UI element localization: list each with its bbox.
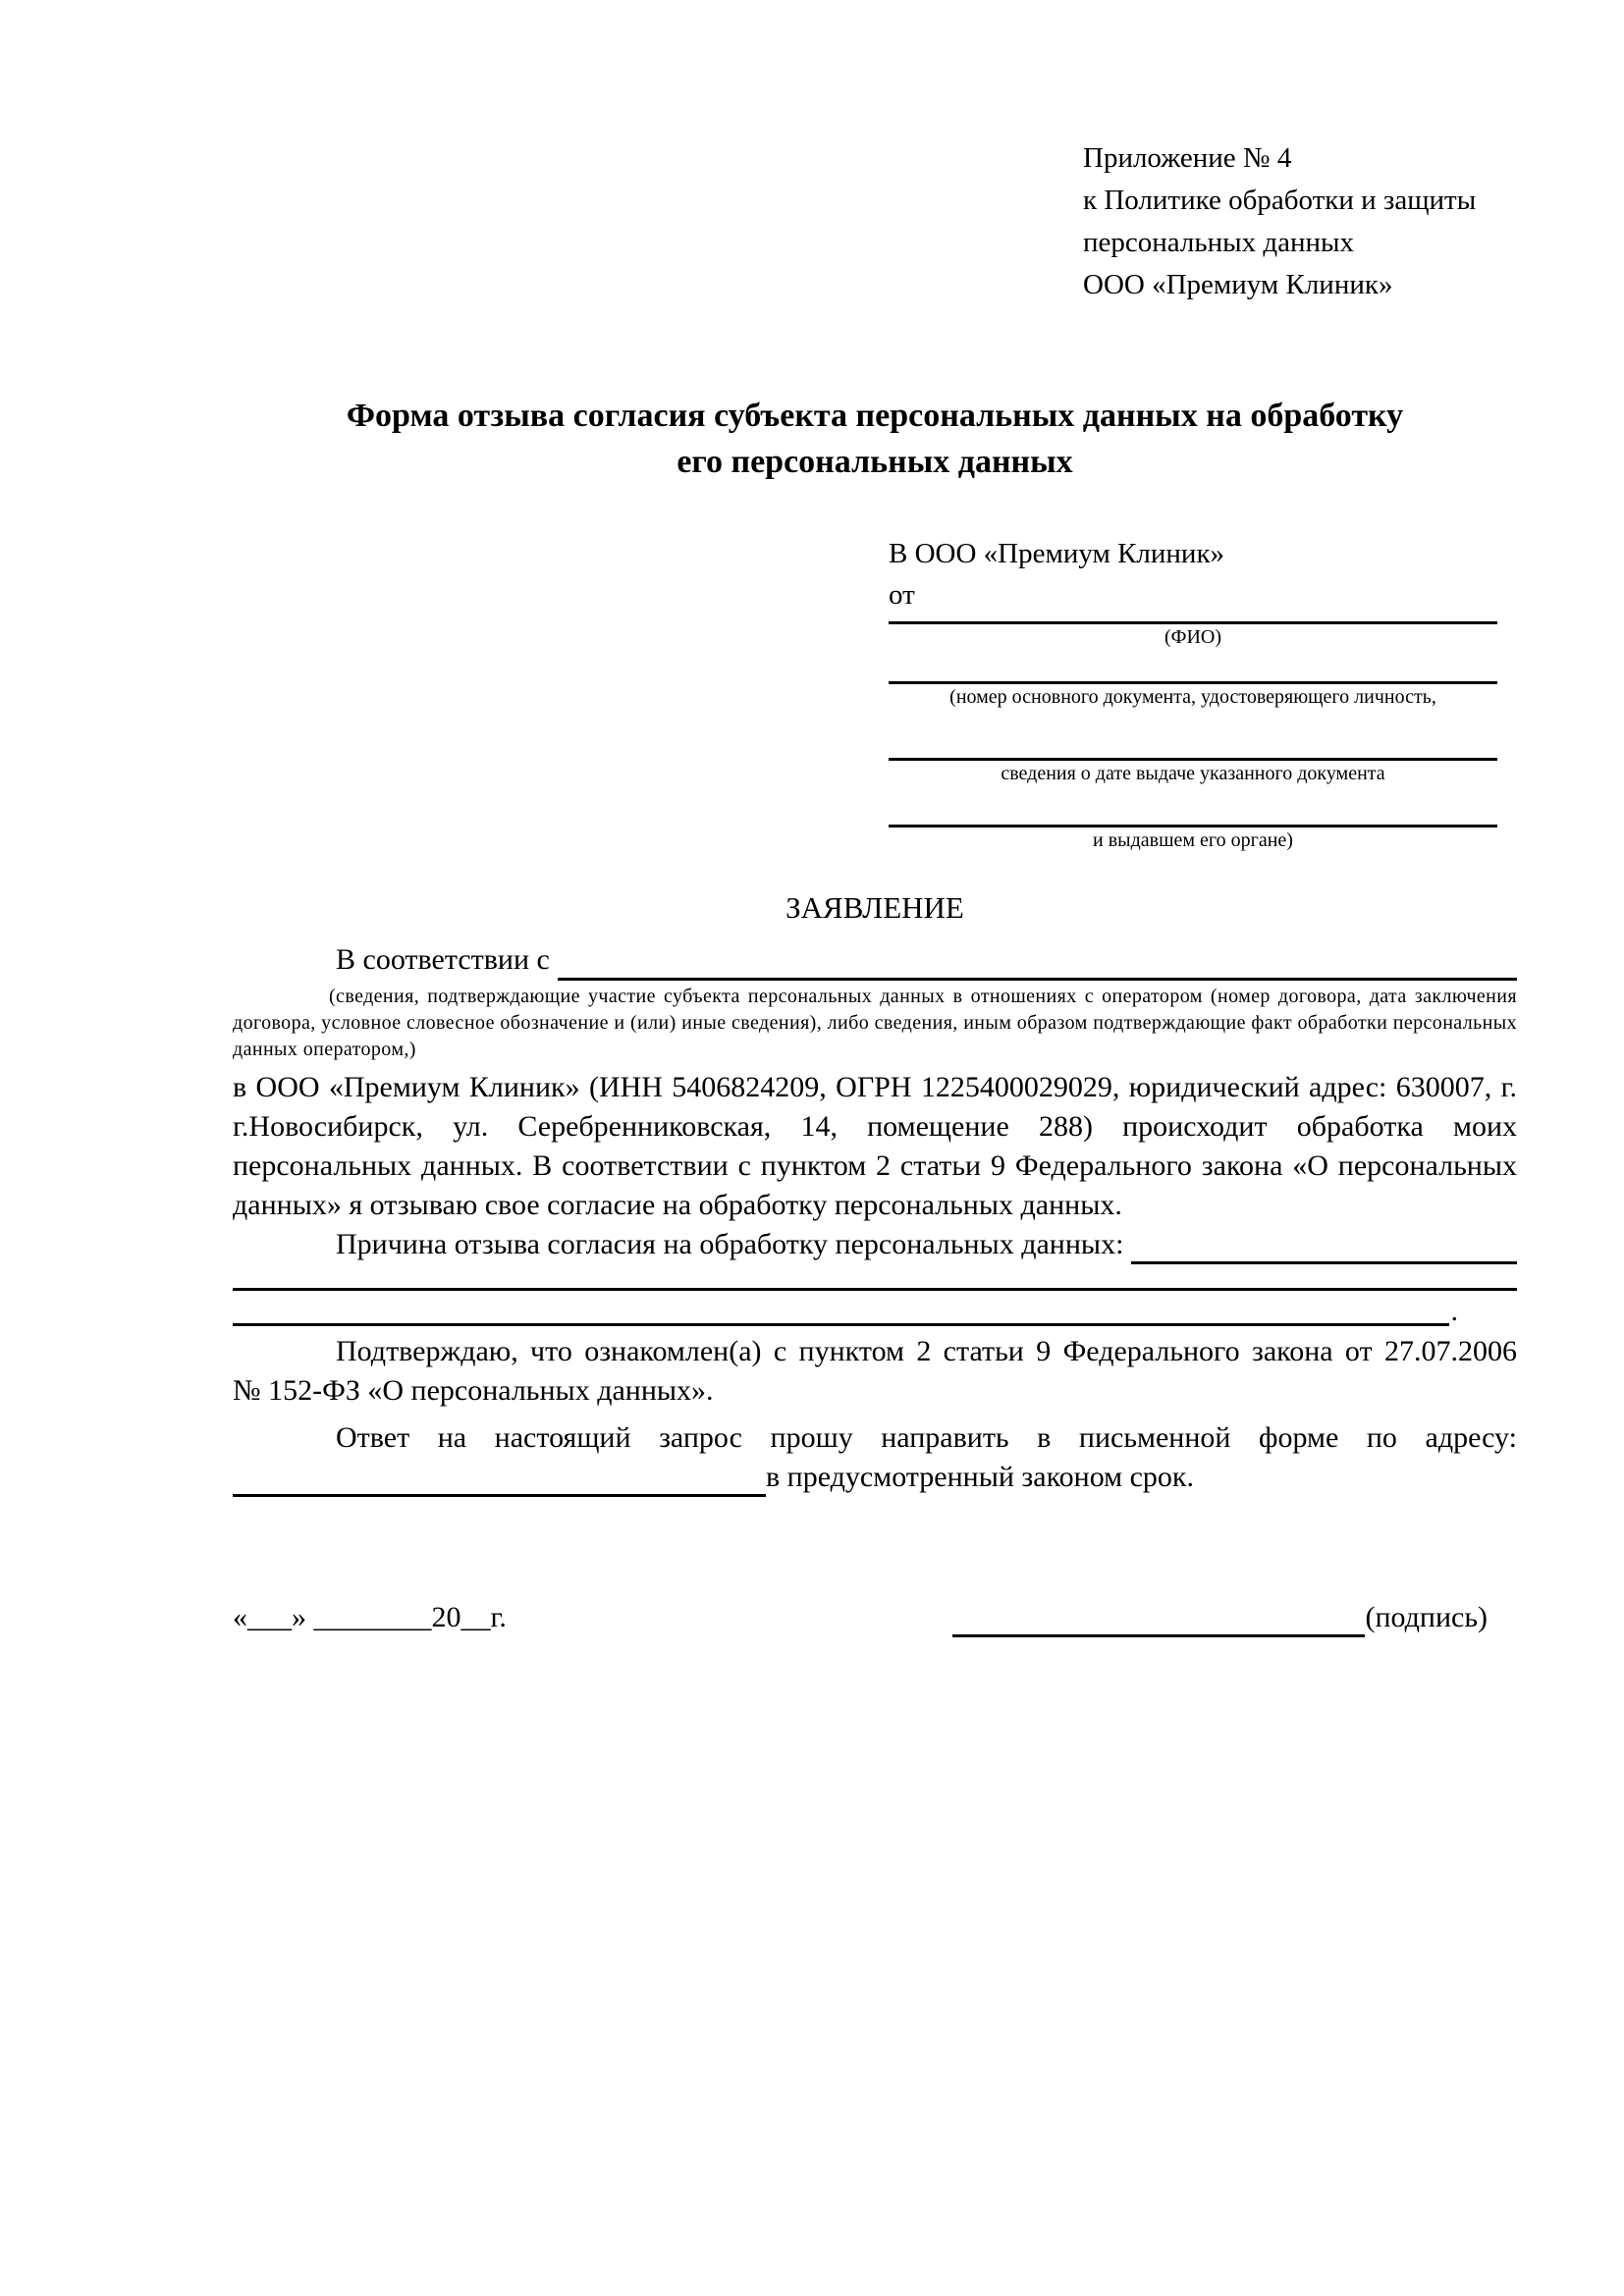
document-title-line: Форма отзыва согласия субъекта персональных данных на обработку (346, 398, 1404, 434)
signature-group (952, 1598, 1488, 1637)
withdrawal-reason-label: Причина отзыва согласия на обработку персональных данных: (336, 1228, 1124, 1260)
issuing-authority-write-line (889, 784, 1497, 828)
statement-section (233, 886, 1517, 1497)
consent-basis-caption: (сведения, подтверждающие участие субъекта персональных данных в отношениях с оператором (номер договора, дата заключения договора, условное словесное обозначение и (или) иные сведения), либо сведения, иным образом подтверждающие факт обработки персональных данных оператором,) (233, 986, 1517, 1060)
appendix-note-line: к Политике обработки и защиты (1083, 185, 1477, 216)
date-blank-line: «___» ________20__г. (233, 1601, 507, 1633)
document-title-line: его персональных данных (677, 444, 1073, 480)
signature-caption: (подпись) (1365, 1601, 1488, 1633)
addressee-org: В ООО «Премиум Клиник» (889, 538, 1225, 569)
reason-write-line-2-rule (233, 1323, 1449, 1326)
consent-basis-line (233, 939, 1517, 981)
consent-basis-prefix: В соответствии с (336, 943, 550, 976)
confirmation-paragraph: Подтверждаю, что ознакомлен(а) с пунктом 2 статьи 9 Федерального закона от 27.07.2006 № 152-ФЗ «О персональных данных». (233, 1335, 1517, 1407)
issuing-authority-caption: и выдавшем его органе) (1093, 829, 1293, 851)
document-title (233, 393, 1517, 485)
appendix-note-line: Приложение № 4 (1083, 142, 1292, 174)
addressee-block (889, 533, 1497, 851)
withdrawal-reason-write-line (1131, 1261, 1517, 1264)
footer-row (233, 1598, 1517, 1637)
issue-date-caption: сведения о дате выдаче указанного документа (1001, 763, 1385, 784)
response-deadline-text: в предусмотренный законом срок. (766, 1461, 1194, 1493)
fio-caption: (ФИО) (1164, 626, 1221, 648)
issue-date-write-line (889, 708, 1497, 761)
document-number-caption: (номер основного документа, удостоверяющего личность, (949, 686, 1436, 708)
statement-body-paragraph: в ООО «Премиум Клиник» (ИНН 5406824209, ОГРН 1225400029029, юридический адрес: 630007, г. г.Новосибирск, ул. Серебренниковская, 14, помещение 288) происходит обработка моих персональных данных. В соответствии с пунктом 2 статьи 9 Федерального закона «О персональных данных» я отзываю свое согласие на обработку персональных данных. (233, 1071, 1517, 1221)
addressee-from-label: от (889, 579, 915, 611)
sentence-period: . (1450, 1295, 1458, 1327)
fio-write-line (889, 615, 1497, 624)
address-write-line (233, 1494, 766, 1497)
document-number-write-line (889, 648, 1497, 684)
consent-basis-write-line (558, 978, 1517, 981)
withdrawal-reason-line (233, 1225, 1517, 1264)
appendix-note-line: ООО «Премиум Клиник» (1083, 269, 1393, 300)
statement-heading: ЗАЯВЛЕНИЕ (785, 890, 964, 925)
reason-write-line-2 (233, 1291, 1458, 1326)
appendix-note (1083, 137, 1476, 306)
response-request-line: Ответ на настоящий запрос прошу направить в письменной форме по адресу: (336, 1421, 1517, 1454)
appendix-note-line: персональных данных (1083, 227, 1355, 258)
reason-write-line-1 (233, 1264, 1517, 1291)
signature-write-line (952, 1634, 1365, 1637)
response-address-line (233, 1458, 1517, 1497)
